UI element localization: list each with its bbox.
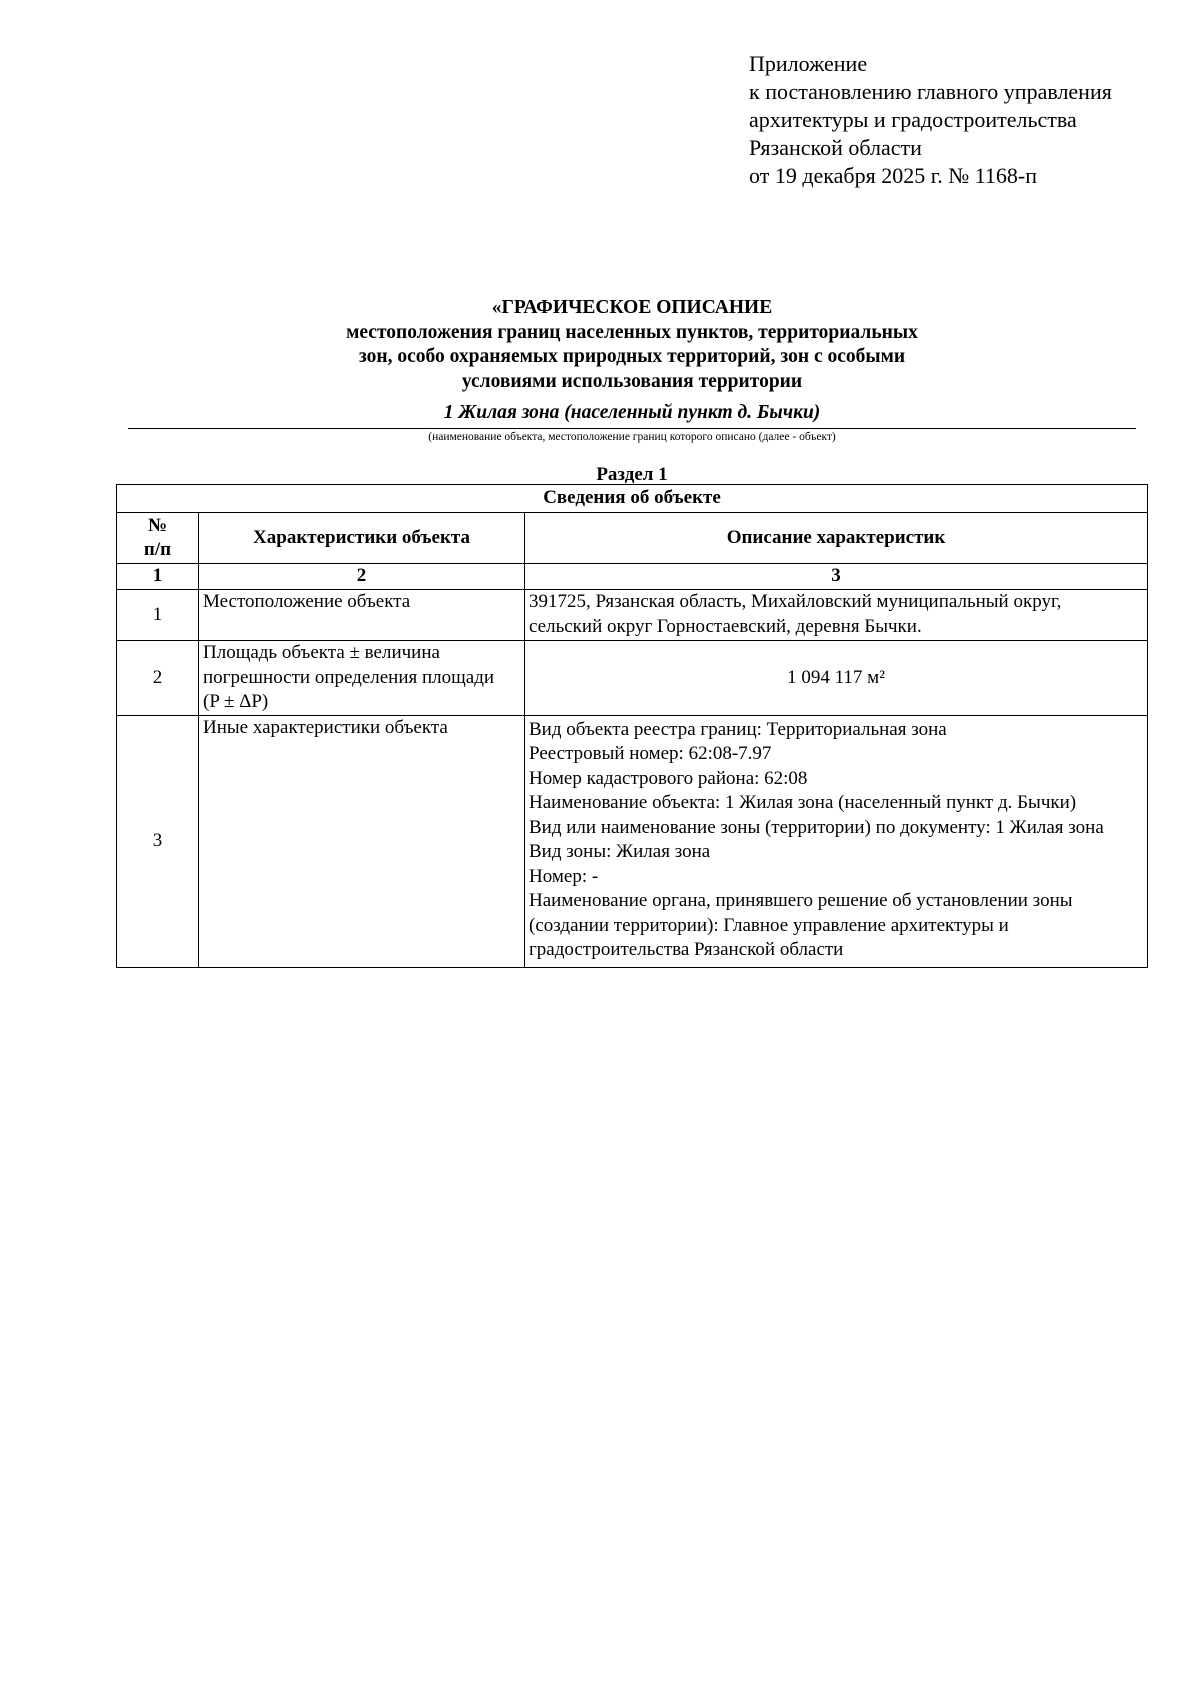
description-line: Наименование объекта: 1 Жилая зона (населенный пункт д. Бычки)	[529, 792, 1077, 813]
appendix-line: к постановлению главного управления	[749, 79, 1112, 104]
row-number: 1	[117, 590, 199, 641]
title-line: «ГРАФИЧЕСКОЕ ОПИСАНИЕ	[491, 297, 773, 318]
table-title-row	[117, 485, 1148, 513]
description-line: Наименование органа, принявшего решение об установлении зоны	[529, 890, 1073, 911]
characteristic-line: Площадь объекта ± величина	[203, 642, 440, 663]
header-characteristic: Характеристики объекта	[199, 513, 525, 564]
title-line: местоположения границ населенных пунктов, территориальных	[346, 321, 918, 343]
row-number: 2	[117, 641, 199, 716]
column-number: 2	[199, 564, 525, 590]
title-line: зон, особо охраняемых природных территорий, зон с особыми	[358, 346, 906, 367]
table-title: Сведения об объекте	[117, 485, 1148, 513]
description-line: градостроительства Рязанской области	[529, 939, 844, 960]
column-number: 1	[117, 564, 199, 590]
header-num-line1: №	[147, 514, 168, 536]
appendix-header	[749, 50, 1112, 190]
header-description: Описание характеристик	[525, 513, 1148, 564]
row-characteristic	[199, 590, 525, 641]
description-line: Вид зоны: Жилая зона	[529, 841, 711, 862]
row-description	[525, 715, 1148, 967]
row-number: 3	[117, 715, 199, 967]
object-name-underline	[128, 428, 1136, 429]
appendix-line: Приложение	[749, 51, 868, 76]
row-characteristic	[199, 715, 525, 967]
row-description	[525, 590, 1148, 641]
table-row	[117, 590, 1148, 641]
object-name: 1 Жилая зона (населенный пункт д. Бычки)	[443, 402, 821, 423]
object-caption: (наименование объекта, местоположение границ которого описано (далее - объект)	[428, 431, 836, 443]
table-header-row	[117, 513, 1148, 564]
row-characteristic	[199, 641, 525, 716]
header-num-line2: п/п	[143, 539, 172, 560]
area-value: 1 094 117 м²	[525, 641, 1148, 716]
table-row	[117, 715, 1148, 967]
title-line: условиями использования территории	[461, 370, 803, 392]
description-line: Номер: -	[529, 865, 599, 887]
table-row	[117, 641, 1148, 716]
appendix-line: Рязанской области	[749, 135, 922, 160]
characteristic-line: погрешности определения площади	[203, 666, 495, 688]
description-line: Вид объекта реестра границ: Территориальная зона	[529, 718, 947, 740]
object-info-table	[116, 484, 1148, 968]
description-line: 391725, Рязанская область, Михайловский муниципальный округ,	[529, 591, 1062, 612]
description-line: сельский округ Горностаевский, деревня Бычки.	[529, 615, 922, 637]
description-line: Номер кадастрового района: 62:08	[529, 767, 808, 789]
characteristic-line: Местоположение объекта	[203, 591, 411, 612]
header-num	[117, 513, 199, 564]
document-title	[0, 296, 1200, 394]
description-line: Реестровый номер: 62:08-7.97	[529, 743, 772, 764]
column-number-row	[117, 564, 1148, 590]
characteristic-line: Иные характеристики объекта	[203, 716, 448, 738]
appendix-line: архитектуры и градостроительства	[749, 107, 1077, 132]
description-line: Вид или наименование зоны (территории) по документу: 1 Жилая зона	[529, 816, 1104, 838]
column-number: 3	[525, 564, 1148, 590]
characteristic-line: (P ± ΔP)	[203, 691, 269, 712]
description-line: (создании территории): Главное управление архитектуры и	[529, 914, 1009, 936]
section-title: Раздел 1	[596, 464, 668, 485]
appendix-line: от 19 декабря 2025 г. № 1168-п	[749, 163, 1038, 188]
